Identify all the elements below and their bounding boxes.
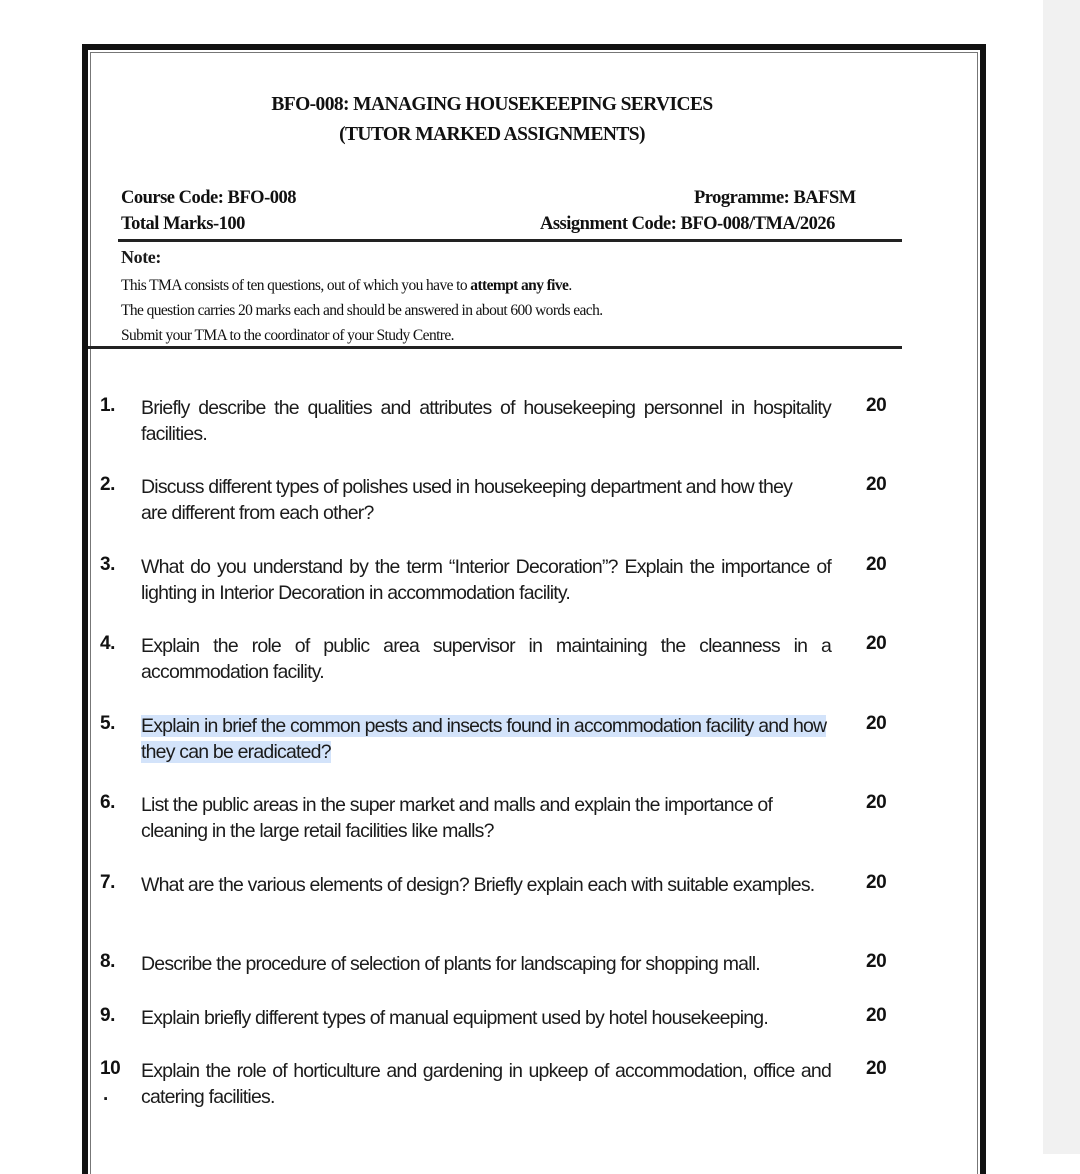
question-number: 4. (100, 633, 115, 654)
question-number: 5. (100, 713, 115, 734)
question-number: 9. (100, 1005, 115, 1026)
question-marks: 20 (866, 872, 887, 893)
question-text: What do you understand by the term “Interior Decoration”? Explain the importance of lighting in Interior Decoration in accommodation facility. (141, 556, 831, 604)
note-heading: Note: (121, 247, 161, 267)
question-number: 6. (100, 792, 115, 813)
question-number: 1. (100, 395, 115, 416)
text-selection-highlight[interactable]: Explain in brief the common pests and insects found in accommodation facility and how they can be eradicated? (141, 715, 827, 763)
document-title: BFO-008: MANAGING HOUSEKEEPING SERVICES (271, 94, 713, 115)
question-marks: 20 (866, 951, 887, 972)
question-text: List the public areas in the super market and malls and explain the importance of cleaning in the large retail facilities like malls? (141, 794, 773, 842)
question-text: Explain the role of public area supervisor in maintaining the cleanness in a accommodation facility. (141, 635, 831, 683)
note-line-1-text: This TMA consists of ten questions, out of which you have to (121, 277, 471, 294)
question-text: Explain briefly different types of manual equipment used by hotel housekeeping. (141, 1007, 768, 1029)
header-divider (118, 239, 902, 242)
programme: Programme: BAFSM (694, 188, 856, 208)
note-line-1-suffix: . (568, 277, 572, 294)
viewer-side-panel (1043, 0, 1080, 1154)
question-marks: 20 (866, 395, 887, 416)
question-number: 8. (100, 951, 115, 972)
note-divider (88, 346, 902, 349)
question-marks: 20 (866, 1058, 887, 1079)
note-line-1 (121, 277, 572, 295)
question-number: 7. (100, 872, 115, 893)
course-code: Course Code: BFO-008 (121, 188, 296, 208)
question-marks: 20 (866, 554, 887, 575)
question-marks: 20 (866, 792, 887, 813)
question-marks: 20 (866, 1005, 887, 1026)
note-line-2: The question carries 20 marks each and should be answered in about 600 words each. (121, 302, 603, 319)
question-text: Discuss different types of polishes used in housekeeping department and how they are different from each other? (141, 476, 793, 524)
question-marks: 20 (866, 633, 887, 654)
question-number: 2. (100, 474, 115, 495)
question-text: Explain the role of horticulture and gardening in upkeep of accommodation, office and catering facilities. (141, 1060, 831, 1108)
question-text: Describe the procedure of selection of plants for landscaping for shopping mall. (141, 953, 760, 975)
note-line-1-emphasis: attempt any five (470, 277, 569, 294)
question-number-dot: . (103, 1084, 109, 1105)
total-marks: Total Marks-100 (121, 214, 245, 234)
question-text[interactable] (141, 713, 831, 765)
question-marks: 20 (866, 713, 887, 734)
question-number: 10 (100, 1058, 121, 1079)
assignment-code: Assignment Code: BFO-008/TMA/2026 (540, 214, 835, 234)
question-text: Briefly describe the qualities and attributes of housekeeping personnel in hospitality facilities. (141, 397, 831, 445)
document-subtitle: (TUTOR MARKED ASSIGNMENTS) (339, 124, 645, 145)
question-text: What are the various elements of design? Briefly explain each with suitable examples. (141, 874, 815, 896)
question-marks: 20 (866, 474, 887, 495)
question-number: 3. (100, 554, 115, 575)
note-line-3: Submit your TMA to the coordinator of your Study Centre. (121, 327, 454, 344)
